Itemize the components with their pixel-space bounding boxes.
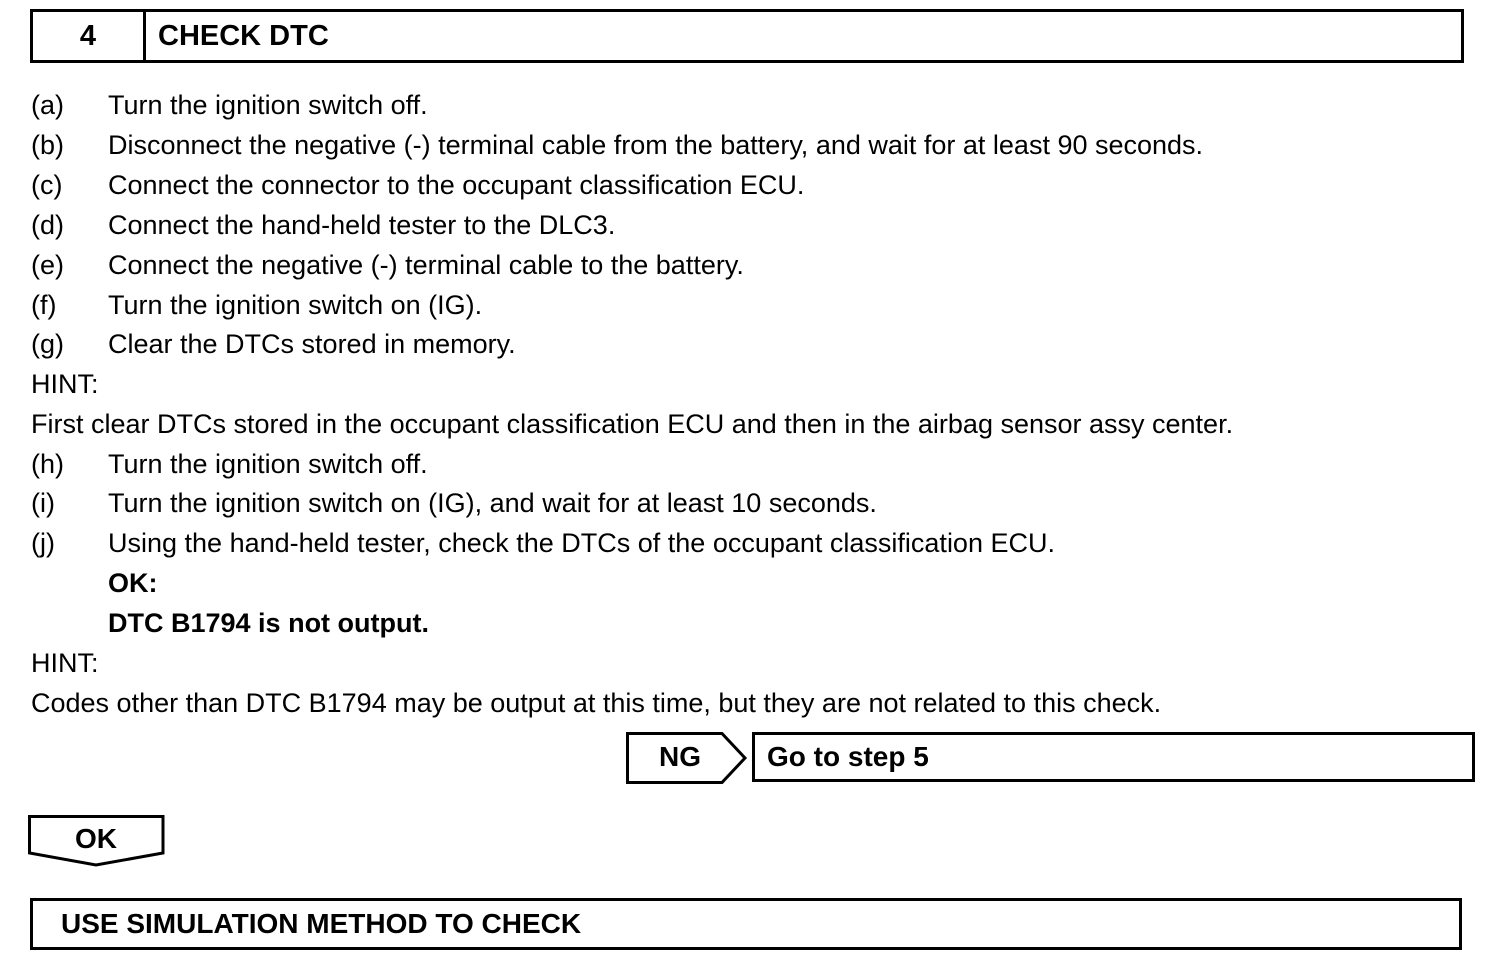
item-label: (c) [31, 170, 63, 200]
item-text: Turn the ignition switch off. [108, 449, 428, 479]
ok-criteria-label: OK: [108, 568, 158, 598]
list-item [31, 129, 1203, 161]
list-item [31, 527, 1055, 559]
ng-action-box: Go to step 5 [752, 732, 1475, 782]
item-text: Connect the negative (-) terminal cable to the battery. [108, 250, 744, 280]
step-number: 4 [33, 12, 146, 60]
item-label: (g) [31, 329, 64, 359]
item-text: Using the hand-held tester, check the DTCs of the occupant classification ECU. [108, 528, 1055, 558]
item-label: (h) [31, 449, 64, 479]
item-label: (d) [31, 210, 64, 240]
item-label: (f) [31, 290, 57, 320]
item-text: Turn the ignition switch off. [108, 90, 428, 120]
hint-text: Codes other than DTC B1794 may be output at this time, but they are not related to this check. [31, 688, 1162, 718]
ok-action-box: USE SIMULATION METHOD TO CHECK [30, 898, 1462, 950]
list-item [31, 89, 428, 121]
item-text: Turn the ignition switch on (IG), and wait for at least 10 seconds. [108, 488, 877, 518]
item-text: Turn the ignition switch on (IG). [108, 290, 483, 320]
hint-label: HINT: [31, 369, 99, 399]
list-item [31, 209, 615, 241]
item-label: (j) [31, 528, 55, 558]
list-item [31, 448, 428, 480]
item-label: (b) [31, 130, 64, 160]
hint-text: First clear DTCs stored in the occupant classification ECU and then in the airbag sensor assy center. [31, 409, 1234, 439]
list-item [31, 169, 804, 201]
list-item [31, 328, 516, 360]
item-label: (i) [31, 488, 55, 518]
item-label: (a) [31, 90, 64, 120]
ok-label: OK [75, 823, 117, 854]
list-item [31, 289, 482, 321]
ok-criteria-text: DTC B1794 is not output. [108, 608, 430, 638]
item-text: Connect the hand-held tester to the DLC3. [108, 210, 616, 240]
list-item [31, 249, 744, 281]
ng-tag [626, 732, 748, 784]
item-label: (e) [31, 250, 64, 280]
step-title: CHECK DTC [158, 19, 329, 52]
item-text: Clear the DTCs stored in memory. [108, 329, 516, 359]
list-item [31, 487, 877, 519]
hint-label: HINT: [31, 648, 99, 678]
ok-tag [28, 815, 166, 867]
step-header [30, 9, 1464, 63]
ng-label: NG [659, 741, 701, 772]
item-text: Connect the connector to the occupant classification ECU. [108, 170, 805, 200]
item-text: Disconnect the negative (-) terminal cable from the battery, and wait for at least 90 seconds. [108, 130, 1204, 160]
